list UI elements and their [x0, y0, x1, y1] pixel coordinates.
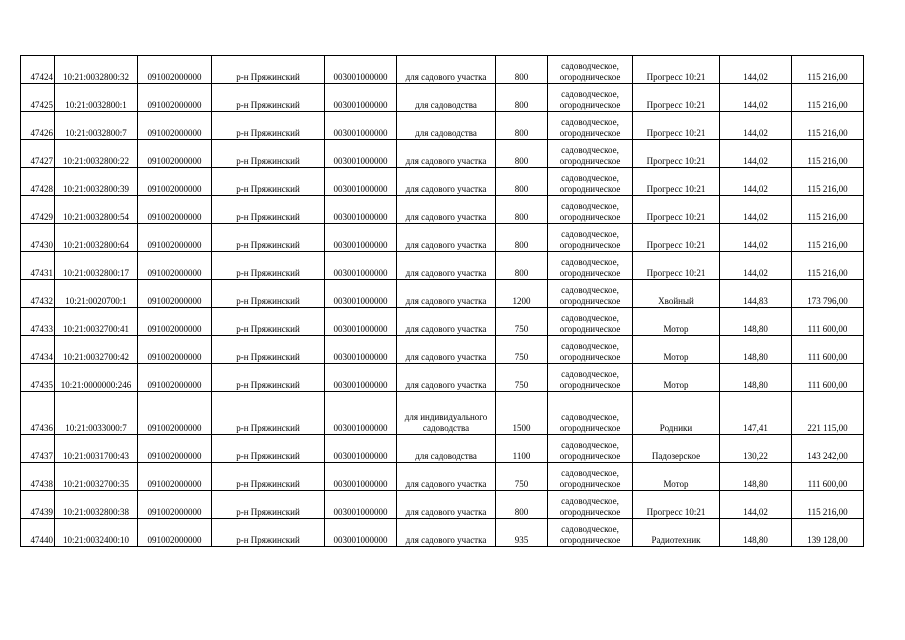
cell-category: садоводческое, огородническое	[548, 84, 633, 112]
cell-area: 1500	[496, 392, 548, 435]
cell-cadastral-value: 115 216,00	[792, 56, 864, 84]
cell-category: садоводческое, огородническое	[548, 435, 633, 463]
cell-oktmo-code: 003001000000	[325, 463, 397, 491]
cell-id: 47429	[21, 196, 55, 224]
table-row	[21, 308, 864, 336]
cell-cadastral-value: 111 600,00	[792, 336, 864, 364]
cell-id: 47436	[21, 392, 55, 435]
cell-district: р-н Пряжинский	[212, 56, 325, 84]
cell-area: 800	[496, 168, 548, 196]
cell-district: р-н Пряжинский	[212, 336, 325, 364]
table-row	[21, 336, 864, 364]
table-row	[21, 463, 864, 491]
cell-cadastral-value: 111 600,00	[792, 308, 864, 336]
cell-oktmo-code: 003001000000	[325, 364, 397, 392]
cell-okato-code: 091002000000	[138, 491, 212, 519]
cell-category: садоводческое, огородническое	[548, 392, 633, 435]
cell-okato-code: 091002000000	[138, 168, 212, 196]
cell-district: р-н Пряжинский	[212, 224, 325, 252]
cell-district: р-н Пряжинский	[212, 252, 325, 280]
table-row	[21, 252, 864, 280]
cell-oktmo-code: 003001000000	[325, 308, 397, 336]
cell-cadastral-value: 115 216,00	[792, 224, 864, 252]
table-row	[21, 140, 864, 168]
cell-district: р-н Пряжинский	[212, 112, 325, 140]
cell-id: 47434	[21, 336, 55, 364]
cell-specific-value: 144,02	[720, 252, 792, 280]
table-row	[21, 56, 864, 84]
cell-category: садоводческое, огородническое	[548, 112, 633, 140]
cell-permitted-use: для садового участка	[397, 140, 496, 168]
cell-cadastral-number: 10:21:0033000:7	[55, 392, 138, 435]
cell-specific-value: 148,80	[720, 308, 792, 336]
cell-oktmo-code: 003001000000	[325, 519, 397, 547]
cell-cadastral-number: 10:21:0020700:1	[55, 280, 138, 308]
cell-specific-value: 144,02	[720, 56, 792, 84]
cell-category: садоводческое, огородническое	[548, 308, 633, 336]
cell-permitted-use: для садового участка	[397, 56, 496, 84]
cell-cadastral-number: 10:21:0032700:35	[55, 463, 138, 491]
cell-oktmo-code: 003001000000	[325, 196, 397, 224]
cell-district: р-н Пряжинский	[212, 196, 325, 224]
cell-cadastral-value: 143 242,00	[792, 435, 864, 463]
table-row	[21, 224, 864, 252]
cell-location: Прогресс 10:21	[633, 140, 720, 168]
cell-district: р-н Пряжинский	[212, 392, 325, 435]
cell-category: садоводческое, огородническое	[548, 364, 633, 392]
land-registry-table	[20, 55, 864, 547]
cell-area: 750	[496, 463, 548, 491]
cell-cadastral-number: 10:21:0032800:22	[55, 140, 138, 168]
cell-specific-value: 144,83	[720, 280, 792, 308]
cell-category: садоводческое, огородническое	[548, 491, 633, 519]
cell-permitted-use: для садового участка	[397, 252, 496, 280]
cell-location: Радиотехник	[633, 519, 720, 547]
cell-cadastral-value: 139 128,00	[792, 519, 864, 547]
cell-okato-code: 091002000000	[138, 280, 212, 308]
cell-category: садоводческое, огородническое	[548, 196, 633, 224]
cell-location: Падозерское	[633, 435, 720, 463]
cell-specific-value: 144,02	[720, 140, 792, 168]
cell-id: 47425	[21, 84, 55, 112]
cell-permitted-use: для садового участка	[397, 336, 496, 364]
cell-specific-value: 130,22	[720, 435, 792, 463]
cell-oktmo-code: 003001000000	[325, 280, 397, 308]
cell-category: садоводческое, огородническое	[548, 224, 633, 252]
cell-cadastral-value: 111 600,00	[792, 364, 864, 392]
cell-district: р-н Пряжинский	[212, 140, 325, 168]
cell-oktmo-code: 003001000000	[325, 252, 397, 280]
cell-specific-value: 147,41	[720, 392, 792, 435]
cell-okato-code: 091002000000	[138, 392, 212, 435]
table-row	[21, 280, 864, 308]
cell-permitted-use: для садоводства	[397, 84, 496, 112]
cell-cadastral-value: 115 216,00	[792, 252, 864, 280]
cell-district: р-н Пряжинский	[212, 308, 325, 336]
cell-district: р-н Пряжинский	[212, 84, 325, 112]
cell-oktmo-code: 003001000000	[325, 392, 397, 435]
cell-okato-code: 091002000000	[138, 224, 212, 252]
table-row	[21, 168, 864, 196]
cell-permitted-use: для садового участка	[397, 364, 496, 392]
cell-specific-value: 148,80	[720, 519, 792, 547]
cell-area: 800	[496, 140, 548, 168]
cell-specific-value: 144,02	[720, 168, 792, 196]
cell-category: садоводческое, огородническое	[548, 56, 633, 84]
cell-okato-code: 091002000000	[138, 519, 212, 547]
table-row	[21, 519, 864, 547]
cell-okato-code: 091002000000	[138, 336, 212, 364]
cell-id: 47437	[21, 435, 55, 463]
cell-location: Мотор	[633, 463, 720, 491]
cell-cadastral-number: 10:21:0032800:17	[55, 252, 138, 280]
cell-area: 750	[496, 364, 548, 392]
cell-cadastral-value: 111 600,00	[792, 463, 864, 491]
table-row	[21, 392, 864, 435]
cell-okato-code: 091002000000	[138, 112, 212, 140]
cell-specific-value: 148,80	[720, 463, 792, 491]
cell-okato-code: 091002000000	[138, 56, 212, 84]
cell-area: 800	[496, 196, 548, 224]
cell-category: садоводческое, огородническое	[548, 140, 633, 168]
cell-location: Прогресс 10:21	[633, 84, 720, 112]
cell-id: 47431	[21, 252, 55, 280]
cell-okato-code: 091002000000	[138, 435, 212, 463]
cell-specific-value: 144,02	[720, 112, 792, 140]
cell-okato-code: 091002000000	[138, 463, 212, 491]
cell-specific-value: 144,02	[720, 84, 792, 112]
cell-oktmo-code: 003001000000	[325, 140, 397, 168]
cell-id: 47439	[21, 491, 55, 519]
cell-permitted-use: для садоводства	[397, 112, 496, 140]
cell-permitted-use: для садоводства	[397, 435, 496, 463]
cell-category: садоводческое, огородническое	[548, 519, 633, 547]
cell-location: Прогресс 10:21	[633, 252, 720, 280]
cell-district: р-н Пряжинский	[212, 491, 325, 519]
cell-cadastral-value: 115 216,00	[792, 84, 864, 112]
cell-oktmo-code: 003001000000	[325, 168, 397, 196]
cell-cadastral-number: 10:21:0000000:246	[55, 364, 138, 392]
cell-area: 800	[496, 56, 548, 84]
cell-id: 47430	[21, 224, 55, 252]
cell-cadastral-number: 10:21:0032800:38	[55, 491, 138, 519]
cell-district: р-н Пряжинский	[212, 168, 325, 196]
cell-district: р-н Пряжинский	[212, 519, 325, 547]
cell-location: Мотор	[633, 364, 720, 392]
cell-id: 47426	[21, 112, 55, 140]
cell-location: Прогресс 10:21	[633, 196, 720, 224]
table-body	[21, 56, 864, 547]
cell-oktmo-code: 003001000000	[325, 112, 397, 140]
cell-specific-value: 148,80	[720, 364, 792, 392]
cell-district: р-н Пряжинский	[212, 280, 325, 308]
cell-cadastral-number: 10:21:0032800:7	[55, 112, 138, 140]
cell-cadastral-value: 115 216,00	[792, 168, 864, 196]
table-row	[21, 364, 864, 392]
cell-area: 800	[496, 252, 548, 280]
cell-area: 800	[496, 112, 548, 140]
cell-cadastral-value: 115 216,00	[792, 140, 864, 168]
cell-area: 800	[496, 84, 548, 112]
table-row	[21, 196, 864, 224]
cell-id: 47435	[21, 364, 55, 392]
cell-okato-code: 091002000000	[138, 84, 212, 112]
table-row	[21, 491, 864, 519]
cell-location: Прогресс 10:21	[633, 491, 720, 519]
cell-location: Прогресс 10:21	[633, 56, 720, 84]
cell-specific-value: 144,02	[720, 491, 792, 519]
cell-oktmo-code: 003001000000	[325, 435, 397, 463]
cell-cadastral-number: 10:21:0032700:41	[55, 308, 138, 336]
cell-cadastral-number: 10:21:0032400:10	[55, 519, 138, 547]
cell-oktmo-code: 003001000000	[325, 491, 397, 519]
cell-location: Мотор	[633, 336, 720, 364]
cell-permitted-use: для садового участка	[397, 280, 496, 308]
cell-location: Хвойный	[633, 280, 720, 308]
cell-permitted-use: для садового участка	[397, 491, 496, 519]
cell-permitted-use: для садового участка	[397, 196, 496, 224]
cell-id: 47427	[21, 140, 55, 168]
cell-location: Мотор	[633, 308, 720, 336]
cell-location: Родники	[633, 392, 720, 435]
cell-area: 750	[496, 308, 548, 336]
cell-oktmo-code: 003001000000	[325, 224, 397, 252]
cell-cadastral-number: 10:21:0032800:39	[55, 168, 138, 196]
cell-specific-value: 148,80	[720, 336, 792, 364]
cell-district: р-н Пряжинский	[212, 364, 325, 392]
cell-cadastral-number: 10:21:0032800:64	[55, 224, 138, 252]
cell-specific-value: 144,02	[720, 224, 792, 252]
cell-okato-code: 091002000000	[138, 252, 212, 280]
cell-area: 800	[496, 491, 548, 519]
cell-location: Прогресс 10:21	[633, 224, 720, 252]
cell-cadastral-number: 10:21:0031700:43	[55, 435, 138, 463]
cell-category: садоводческое, огородническое	[548, 336, 633, 364]
cell-cadastral-number: 10:21:0032800:54	[55, 196, 138, 224]
cell-cadastral-number: 10:21:0032800:1	[55, 84, 138, 112]
cell-oktmo-code: 003001000000	[325, 56, 397, 84]
cell-area: 750	[496, 336, 548, 364]
cell-location: Прогресс 10:21	[633, 168, 720, 196]
cell-id: 47440	[21, 519, 55, 547]
cell-id: 47424	[21, 56, 55, 84]
cell-oktmo-code: 003001000000	[325, 84, 397, 112]
cell-okato-code: 091002000000	[138, 196, 212, 224]
cell-area: 935	[496, 519, 548, 547]
cell-cadastral-number: 10:21:0032800:32	[55, 56, 138, 84]
cell-permitted-use: для индивидуального садоводства	[397, 392, 496, 435]
cell-area: 1100	[496, 435, 548, 463]
cell-oktmo-code: 003001000000	[325, 336, 397, 364]
cell-cadastral-value: 115 216,00	[792, 196, 864, 224]
cell-district: р-н Пряжинский	[212, 435, 325, 463]
cell-permitted-use: для садового участка	[397, 224, 496, 252]
cell-location: Прогресс 10:21	[633, 112, 720, 140]
cell-district: р-н Пряжинский	[212, 463, 325, 491]
cell-area: 800	[496, 224, 548, 252]
cell-id: 47428	[21, 168, 55, 196]
cell-id: 47432	[21, 280, 55, 308]
cell-permitted-use: для садового участка	[397, 519, 496, 547]
cell-okato-code: 091002000000	[138, 364, 212, 392]
cell-category: садоводческое, огородническое	[548, 463, 633, 491]
cell-cadastral-value: 115 216,00	[792, 112, 864, 140]
cell-cadastral-number: 10:21:0032700:42	[55, 336, 138, 364]
table-row	[21, 84, 864, 112]
cell-category: садоводческое, огородническое	[548, 168, 633, 196]
cell-cadastral-value: 221 115,00	[792, 392, 864, 435]
cell-cadastral-value: 173 796,00	[792, 280, 864, 308]
cell-okato-code: 091002000000	[138, 308, 212, 336]
cell-okato-code: 091002000000	[138, 140, 212, 168]
cell-permitted-use: для садового участка	[397, 308, 496, 336]
table-row	[21, 435, 864, 463]
cell-cadastral-value: 115 216,00	[792, 491, 864, 519]
cell-category: садоводческое, огородническое	[548, 280, 633, 308]
cell-permitted-use: для садового участка	[397, 168, 496, 196]
cell-id: 47438	[21, 463, 55, 491]
cell-category: садоводческое, огородническое	[548, 252, 633, 280]
table-row	[21, 112, 864, 140]
cell-id: 47433	[21, 308, 55, 336]
cell-permitted-use: для садового участка	[397, 463, 496, 491]
cell-specific-value: 144,02	[720, 196, 792, 224]
cell-area: 1200	[496, 280, 548, 308]
